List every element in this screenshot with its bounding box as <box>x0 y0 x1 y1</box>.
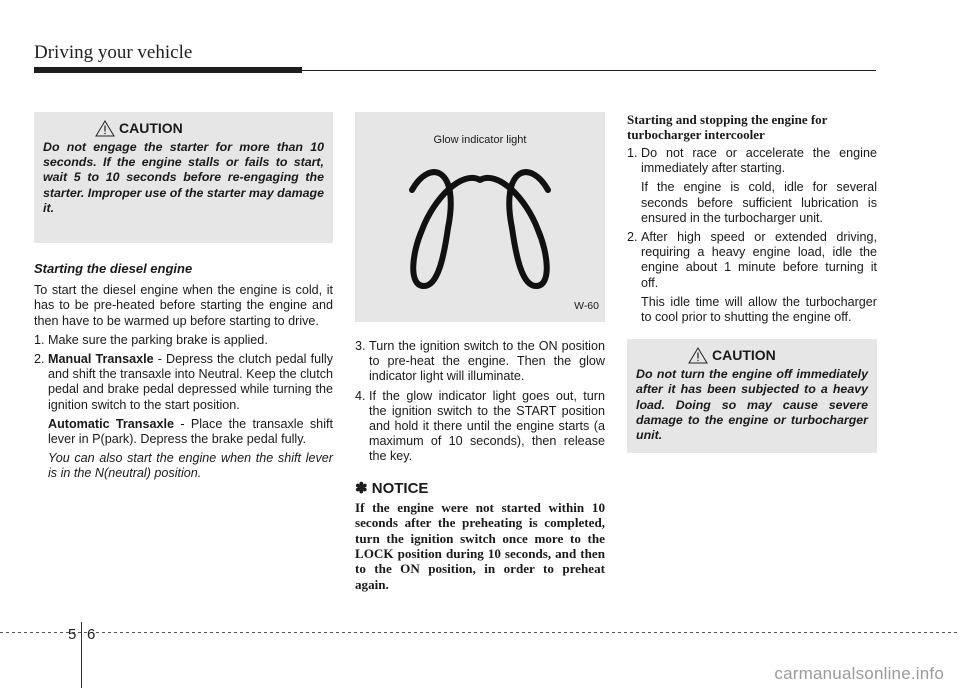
header-rule <box>302 70 876 71</box>
step-item <box>34 333 333 348</box>
automatic-transaxle-item <box>34 417 333 447</box>
step-number: 2. <box>627 230 638 245</box>
automatic-transaxle-label: Automatic Transaxle <box>48 416 174 431</box>
step-item <box>627 146 877 176</box>
header-bar <box>34 67 302 73</box>
page-number: 6 <box>87 626 96 643</box>
warning-triangle-icon <box>95 120 115 137</box>
figure-code: W-60 <box>574 299 599 312</box>
glow-indicator-figure <box>355 112 605 322</box>
step-number: 1. <box>34 332 45 347</box>
step-item <box>627 230 877 291</box>
watermark: carmanualsonline.info <box>774 664 944 683</box>
glow-plug-icon <box>400 158 560 308</box>
notice-title: ✽ NOTICE <box>355 479 429 497</box>
manual-transaxle-label: Manual Transaxle <box>48 352 154 367</box>
caution-body: Do not engage the starter for more than 10 seconds. If the engine stalls or fails to start, wait 5 to 10 seconds before re-engaging the starter. Improper use of the starter may damage it. <box>43 140 324 215</box>
step-number: 2. <box>34 352 45 367</box>
column-middle <box>355 112 605 592</box>
neutral-note: You can also start the engine when the shift lever is in the N(neutral) position. <box>48 451 333 481</box>
step-text: Do not race or accelerate the engine immediately after starting. <box>641 146 877 176</box>
automatic-transaxle-text: - Place the transaxle shift lever in P(park). Depress the brake pedal fully. <box>48 416 333 447</box>
caution-title: CAUTION <box>712 347 776 364</box>
warning-triangle-icon <box>688 347 708 364</box>
caution-title: CAUTION <box>119 119 183 136</box>
step-number: 1. <box>627 146 638 160</box>
section-heading-turbo: Starting and stopping the engine for turbocharger intercooler <box>627 112 828 142</box>
notice-body: If the engine were not started within 10 seconds after the preheating is completed, turn the ignition switch once more to the LOCK position during 10 seconds, and then to the ON position, in order to preheat again. <box>355 499 605 592</box>
caution-box-starter <box>34 112 333 243</box>
step-number: 3. <box>355 339 366 353</box>
column-left <box>34 112 333 486</box>
page-number-separator <box>81 622 82 688</box>
column-right <box>627 112 877 453</box>
caution-box-turbo <box>627 339 877 453</box>
section-number: 5 <box>68 626 77 643</box>
step-text: Make sure the parking brake is applied. <box>48 332 268 347</box>
step-extra: This idle time will allow the turbocharger to cool prior to shutting the engine off. <box>641 294 877 325</box>
figure-label: Glow indicator light <box>433 134 527 146</box>
page-header-title: Driving your vehicle <box>34 42 193 63</box>
step-text: Turn the ignition switch to the ON position to pre-heat the engine. Then the glow indicator light will illuminate. <box>369 339 605 384</box>
step-item <box>34 352 333 413</box>
diesel-intro: To start the diesel engine when the engine is cold, it has to be pre-heated before starting the engine and then have to be warmed up before starting to drive. <box>34 283 333 328</box>
footer-dashed-line <box>0 632 960 633</box>
step-item <box>355 389 605 465</box>
step-number: 4. <box>355 388 366 403</box>
step-text: If the glow indicator light goes out, turn the ignition switch to the START position and hold it there until the engine starts (a maximum of 10 seconds), then release the key. <box>369 388 605 464</box>
step-extra: If the engine is cold, idle for several seconds before sufficient lubrication is ensured in the turbocharger unit. <box>641 180 877 225</box>
step-item <box>355 339 605 385</box>
section-heading-diesel: Starting the diesel engine <box>34 261 193 276</box>
step-text: - Depress the clutch pedal fully and shift the transaxle into Neutral. Keep the clutch pedal and brake pedal depressed while turning the ignition switch to the start position. <box>48 352 333 412</box>
step-text: After high speed or extended driving, requiring a heavy engine load, idle the engine about 1 minute before turning it off. <box>641 230 877 290</box>
caution-body: Do not turn the engine off immediately after it has been subjected to a heavy load. Doing so may cause severe damage to the engine or turbocharger unit. <box>636 367 868 443</box>
